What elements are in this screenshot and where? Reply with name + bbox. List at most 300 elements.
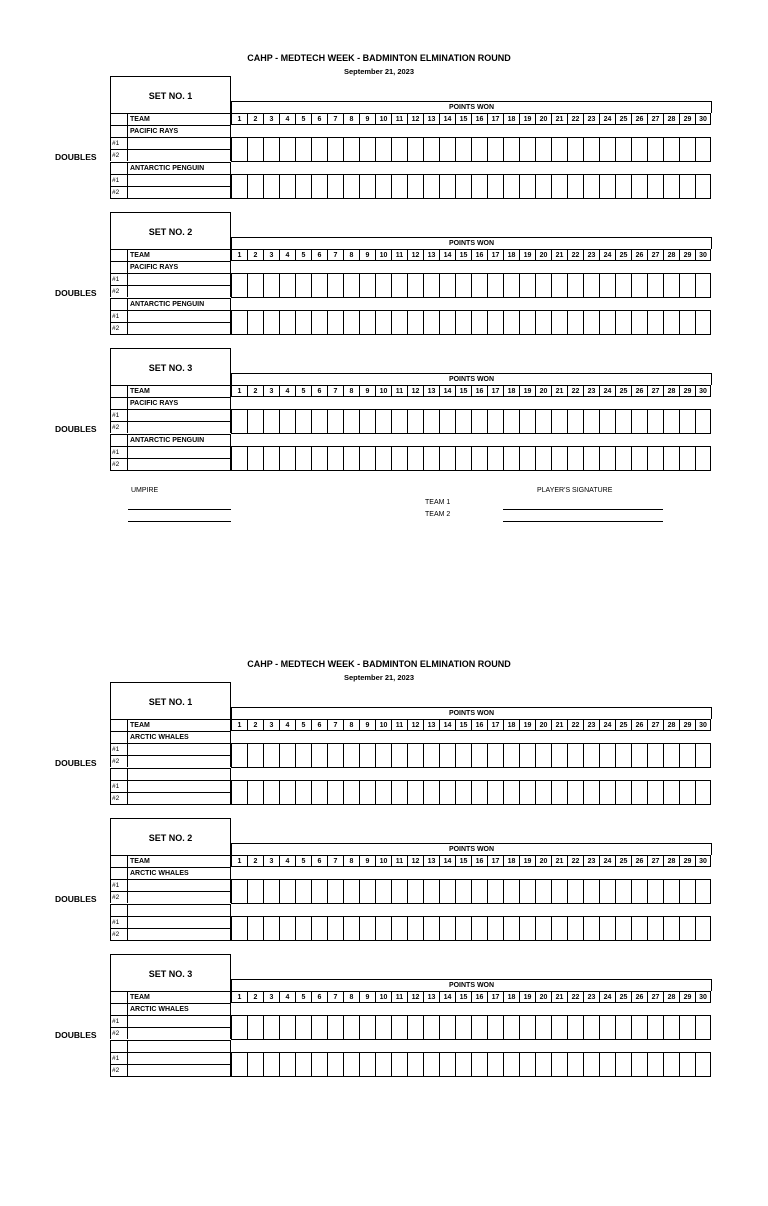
score-cell[interactable] <box>343 743 359 768</box>
score-cell[interactable] <box>551 879 567 904</box>
score-cell[interactable] <box>439 137 455 162</box>
score-cell[interactable] <box>503 273 519 298</box>
score-cell[interactable] <box>423 743 439 768</box>
score-cell[interactable] <box>487 273 503 298</box>
score-cell[interactable] <box>599 174 615 199</box>
score-cell[interactable] <box>295 446 311 471</box>
score-cell[interactable] <box>647 1052 663 1077</box>
score-cell[interactable] <box>647 879 663 904</box>
score-cell[interactable] <box>391 409 407 434</box>
signature-line[interactable] <box>503 509 663 510</box>
score-cell[interactable] <box>663 743 679 768</box>
score-cell[interactable] <box>487 1015 503 1040</box>
score-cell[interactable] <box>631 743 647 768</box>
score-cell[interactable] <box>599 137 615 162</box>
team-a-player-2-field[interactable] <box>128 891 231 903</box>
score-cell[interactable] <box>471 743 487 768</box>
score-cell[interactable] <box>679 1052 695 1077</box>
score-cell[interactable] <box>423 409 439 434</box>
score-cell[interactable] <box>343 916 359 941</box>
team-b-player-1-field[interactable] <box>128 780 231 792</box>
score-cell[interactable] <box>471 137 487 162</box>
score-cell[interactable] <box>615 174 631 199</box>
score-cell[interactable] <box>599 409 615 434</box>
score-cell[interactable] <box>535 879 551 904</box>
score-cell[interactable] <box>647 446 663 471</box>
score-cell[interactable] <box>455 780 471 805</box>
score-cell[interactable] <box>439 446 455 471</box>
score-cell[interactable] <box>615 780 631 805</box>
score-cell[interactable] <box>695 879 711 904</box>
score-cell[interactable] <box>423 446 439 471</box>
score-cell[interactable] <box>423 310 439 335</box>
score-cell[interactable] <box>359 1052 375 1077</box>
score-cell[interactable] <box>311 780 327 805</box>
score-cell[interactable] <box>439 916 455 941</box>
team-b-player-2-field[interactable] <box>128 928 231 941</box>
score-cell[interactable] <box>359 743 375 768</box>
score-cell[interactable] <box>407 743 423 768</box>
score-cell[interactable] <box>263 446 279 471</box>
score-cell[interactable] <box>423 137 439 162</box>
score-cell[interactable] <box>455 879 471 904</box>
score-cell[interactable] <box>647 310 663 335</box>
score-cell[interactable] <box>295 409 311 434</box>
score-cell[interactable] <box>519 137 535 162</box>
score-cell[interactable] <box>535 137 551 162</box>
score-cell[interactable] <box>311 446 327 471</box>
team-a-player-2-field[interactable] <box>128 149 231 161</box>
score-cell[interactable] <box>311 743 327 768</box>
score-cell[interactable] <box>551 310 567 335</box>
score-cell[interactable] <box>247 879 263 904</box>
score-cell[interactable] <box>567 137 583 162</box>
score-cell[interactable] <box>455 1052 471 1077</box>
score-cell[interactable] <box>695 174 711 199</box>
score-cell[interactable] <box>407 174 423 199</box>
score-cell[interactable] <box>231 446 247 471</box>
score-cell[interactable] <box>519 879 535 904</box>
score-cell[interactable] <box>391 1015 407 1040</box>
score-cell[interactable] <box>551 273 567 298</box>
score-cell[interactable] <box>311 916 327 941</box>
score-cell[interactable] <box>615 137 631 162</box>
score-cell[interactable] <box>599 743 615 768</box>
score-cell[interactable] <box>279 409 295 434</box>
score-cell[interactable] <box>567 743 583 768</box>
score-cell[interactable] <box>423 174 439 199</box>
score-cell[interactable] <box>471 1052 487 1077</box>
score-cell[interactable] <box>439 1015 455 1040</box>
score-cell[interactable] <box>407 916 423 941</box>
score-cell[interactable] <box>423 879 439 904</box>
score-cell[interactable] <box>663 879 679 904</box>
score-cell[interactable] <box>231 310 247 335</box>
score-cell[interactable] <box>439 310 455 335</box>
score-cell[interactable] <box>391 743 407 768</box>
score-cell[interactable] <box>359 273 375 298</box>
score-cell[interactable] <box>567 1052 583 1077</box>
score-cell[interactable] <box>647 137 663 162</box>
score-cell[interactable] <box>583 174 599 199</box>
team-a-player-1-field[interactable] <box>128 1015 231 1027</box>
score-cell[interactable] <box>439 409 455 434</box>
score-cell[interactable] <box>535 743 551 768</box>
score-cell[interactable] <box>679 310 695 335</box>
score-cell[interactable] <box>647 174 663 199</box>
score-cell[interactable] <box>263 409 279 434</box>
score-cell[interactable] <box>551 446 567 471</box>
score-cell[interactable] <box>695 780 711 805</box>
score-cell[interactable] <box>615 310 631 335</box>
score-cell[interactable] <box>631 310 647 335</box>
team-b-player-2-field[interactable] <box>128 186 231 199</box>
score-cell[interactable] <box>663 310 679 335</box>
score-cell[interactable] <box>423 780 439 805</box>
score-cell[interactable] <box>263 273 279 298</box>
score-cell[interactable] <box>647 743 663 768</box>
score-cell[interactable] <box>407 409 423 434</box>
score-cell[interactable] <box>487 310 503 335</box>
score-cell[interactable] <box>535 273 551 298</box>
score-cell[interactable] <box>375 174 391 199</box>
score-cell[interactable] <box>503 743 519 768</box>
score-cell[interactable] <box>375 916 391 941</box>
score-cell[interactable] <box>679 137 695 162</box>
score-cell[interactable] <box>375 780 391 805</box>
score-cell[interactable] <box>375 1052 391 1077</box>
score-cell[interactable] <box>535 1052 551 1077</box>
score-cell[interactable] <box>311 879 327 904</box>
score-cell[interactable] <box>279 780 295 805</box>
score-cell[interactable] <box>535 1015 551 1040</box>
score-cell[interactable] <box>631 780 647 805</box>
score-cell[interactable] <box>407 137 423 162</box>
score-cell[interactable] <box>231 780 247 805</box>
score-cell[interactable] <box>391 310 407 335</box>
score-cell[interactable] <box>263 743 279 768</box>
score-cell[interactable] <box>359 137 375 162</box>
score-cell[interactable] <box>279 1052 295 1077</box>
score-cell[interactable] <box>343 409 359 434</box>
score-cell[interactable] <box>663 273 679 298</box>
score-cell[interactable] <box>695 137 711 162</box>
team-a-player-1-field[interactable] <box>128 409 231 421</box>
score-cell[interactable] <box>247 916 263 941</box>
score-cell[interactable] <box>487 743 503 768</box>
score-cell[interactable] <box>615 1052 631 1077</box>
score-cell[interactable] <box>519 409 535 434</box>
score-cell[interactable] <box>439 174 455 199</box>
score-cell[interactable] <box>231 743 247 768</box>
score-cell[interactable] <box>503 310 519 335</box>
score-cell[interactable] <box>311 1015 327 1040</box>
score-cell[interactable] <box>391 446 407 471</box>
score-cell[interactable] <box>631 446 647 471</box>
score-cell[interactable] <box>583 1015 599 1040</box>
score-cell[interactable] <box>599 446 615 471</box>
team-a-player-2-field[interactable] <box>128 1027 231 1039</box>
score-cell[interactable] <box>391 1052 407 1077</box>
score-cell[interactable] <box>439 743 455 768</box>
score-cell[interactable] <box>311 310 327 335</box>
score-cell[interactable] <box>631 174 647 199</box>
score-cell[interactable] <box>599 1015 615 1040</box>
score-cell[interactable] <box>455 916 471 941</box>
score-cell[interactable] <box>471 273 487 298</box>
score-cell[interactable] <box>679 446 695 471</box>
score-cell[interactable] <box>327 174 343 199</box>
score-cell[interactable] <box>503 879 519 904</box>
score-cell[interactable] <box>327 1052 343 1077</box>
score-cell[interactable] <box>311 273 327 298</box>
team-b-player-1-field[interactable] <box>128 916 231 928</box>
score-cell[interactable] <box>583 446 599 471</box>
score-cell[interactable] <box>263 916 279 941</box>
score-cell[interactable] <box>423 916 439 941</box>
score-cell[interactable] <box>471 174 487 199</box>
score-cell[interactable] <box>615 879 631 904</box>
score-cell[interactable] <box>583 1052 599 1077</box>
score-cell[interactable] <box>343 174 359 199</box>
score-cell[interactable] <box>487 174 503 199</box>
score-cell[interactable] <box>535 780 551 805</box>
score-cell[interactable] <box>327 409 343 434</box>
score-cell[interactable] <box>519 1015 535 1040</box>
score-cell[interactable] <box>279 446 295 471</box>
score-cell[interactable] <box>375 1015 391 1040</box>
score-cell[interactable] <box>247 409 263 434</box>
score-cell[interactable] <box>407 1015 423 1040</box>
score-cell[interactable] <box>647 1015 663 1040</box>
score-cell[interactable] <box>407 1052 423 1077</box>
score-cell[interactable] <box>519 1052 535 1077</box>
score-cell[interactable] <box>695 743 711 768</box>
score-cell[interactable] <box>231 1052 247 1077</box>
score-cell[interactable] <box>375 879 391 904</box>
score-cell[interactable] <box>487 446 503 471</box>
score-cell[interactable] <box>471 446 487 471</box>
score-cell[interactable] <box>599 310 615 335</box>
score-cell[interactable] <box>471 1015 487 1040</box>
score-cell[interactable] <box>663 1015 679 1040</box>
score-cell[interactable] <box>407 310 423 335</box>
score-cell[interactable] <box>551 1015 567 1040</box>
score-cell[interactable] <box>583 916 599 941</box>
score-cell[interactable] <box>615 1015 631 1040</box>
score-cell[interactable] <box>535 916 551 941</box>
score-cell[interactable] <box>327 780 343 805</box>
score-cell[interactable] <box>455 310 471 335</box>
score-cell[interactable] <box>535 446 551 471</box>
score-cell[interactable] <box>695 273 711 298</box>
score-cell[interactable] <box>455 273 471 298</box>
score-cell[interactable] <box>663 409 679 434</box>
score-cell[interactable] <box>231 137 247 162</box>
score-cell[interactable] <box>551 743 567 768</box>
score-cell[interactable] <box>279 1015 295 1040</box>
score-cell[interactable] <box>391 273 407 298</box>
score-cell[interactable] <box>695 409 711 434</box>
score-cell[interactable] <box>679 174 695 199</box>
score-cell[interactable] <box>439 780 455 805</box>
score-cell[interactable] <box>663 780 679 805</box>
team-b-player-2-field[interactable] <box>128 1064 231 1077</box>
score-cell[interactable] <box>375 743 391 768</box>
score-cell[interactable] <box>295 310 311 335</box>
score-cell[interactable] <box>583 409 599 434</box>
score-cell[interactable] <box>359 916 375 941</box>
score-cell[interactable] <box>375 310 391 335</box>
score-cell[interactable] <box>503 780 519 805</box>
score-cell[interactable] <box>279 137 295 162</box>
signature-line[interactable] <box>128 509 231 510</box>
score-cell[interactable] <box>327 916 343 941</box>
score-cell[interactable] <box>295 743 311 768</box>
score-cell[interactable] <box>423 273 439 298</box>
score-cell[interactable] <box>455 446 471 471</box>
score-cell[interactable] <box>359 174 375 199</box>
score-cell[interactable] <box>583 780 599 805</box>
score-cell[interactable] <box>231 273 247 298</box>
score-cell[interactable] <box>471 409 487 434</box>
team-a-player-1-field[interactable] <box>128 879 231 891</box>
score-cell[interactable] <box>631 409 647 434</box>
team-b-player-1-field[interactable] <box>128 1052 231 1064</box>
score-cell[interactable] <box>599 273 615 298</box>
team-a-player-2-field[interactable] <box>128 421 231 433</box>
score-cell[interactable] <box>327 273 343 298</box>
score-cell[interactable] <box>503 1015 519 1040</box>
score-cell[interactable] <box>487 916 503 941</box>
score-cell[interactable] <box>343 273 359 298</box>
team-b-player-2-field[interactable] <box>128 792 231 805</box>
score-cell[interactable] <box>439 879 455 904</box>
score-cell[interactable] <box>343 310 359 335</box>
score-cell[interactable] <box>391 174 407 199</box>
score-cell[interactable] <box>295 1052 311 1077</box>
score-cell[interactable] <box>263 780 279 805</box>
score-cell[interactable] <box>247 1015 263 1040</box>
score-cell[interactable] <box>311 1052 327 1077</box>
score-cell[interactable] <box>231 879 247 904</box>
score-cell[interactable] <box>631 916 647 941</box>
score-cell[interactable] <box>263 1052 279 1077</box>
score-cell[interactable] <box>679 780 695 805</box>
score-cell[interactable] <box>567 409 583 434</box>
score-cell[interactable] <box>455 743 471 768</box>
score-cell[interactable] <box>679 743 695 768</box>
score-cell[interactable] <box>679 879 695 904</box>
score-cell[interactable] <box>663 174 679 199</box>
score-cell[interactable] <box>263 137 279 162</box>
score-cell[interactable] <box>647 273 663 298</box>
score-cell[interactable] <box>247 310 263 335</box>
score-cell[interactable] <box>551 409 567 434</box>
score-cell[interactable] <box>679 916 695 941</box>
score-cell[interactable] <box>295 273 311 298</box>
score-cell[interactable] <box>599 1052 615 1077</box>
score-cell[interactable] <box>567 780 583 805</box>
score-cell[interactable] <box>343 1052 359 1077</box>
score-cell[interactable] <box>615 743 631 768</box>
score-cell[interactable] <box>695 446 711 471</box>
score-cell[interactable] <box>487 780 503 805</box>
score-cell[interactable] <box>391 780 407 805</box>
score-cell[interactable] <box>343 137 359 162</box>
score-cell[interactable] <box>519 743 535 768</box>
score-cell[interactable] <box>311 137 327 162</box>
score-cell[interactable] <box>439 273 455 298</box>
score-cell[interactable] <box>455 409 471 434</box>
score-cell[interactable] <box>583 879 599 904</box>
score-cell[interactable] <box>231 174 247 199</box>
score-cell[interactable] <box>567 446 583 471</box>
team-a-player-1-field[interactable] <box>128 137 231 149</box>
score-cell[interactable] <box>375 409 391 434</box>
score-cell[interactable] <box>631 273 647 298</box>
score-cell[interactable] <box>599 879 615 904</box>
score-cell[interactable] <box>263 174 279 199</box>
score-cell[interactable] <box>647 409 663 434</box>
score-cell[interactable] <box>535 409 551 434</box>
score-cell[interactable] <box>567 879 583 904</box>
score-cell[interactable] <box>423 1052 439 1077</box>
score-cell[interactable] <box>615 446 631 471</box>
score-cell[interactable] <box>247 446 263 471</box>
score-cell[interactable] <box>247 174 263 199</box>
score-cell[interactable] <box>471 310 487 335</box>
score-cell[interactable] <box>663 1052 679 1077</box>
score-cell[interactable] <box>391 916 407 941</box>
score-cell[interactable] <box>295 137 311 162</box>
team-b-player-1-field[interactable] <box>128 174 231 186</box>
score-cell[interactable] <box>663 916 679 941</box>
score-cell[interactable] <box>503 446 519 471</box>
team-a-player-1-field[interactable] <box>128 743 231 755</box>
score-cell[interactable] <box>631 1015 647 1040</box>
score-cell[interactable] <box>455 137 471 162</box>
score-cell[interactable] <box>375 137 391 162</box>
score-cell[interactable] <box>647 780 663 805</box>
score-cell[interactable] <box>567 1015 583 1040</box>
score-cell[interactable] <box>551 137 567 162</box>
score-cell[interactable] <box>327 137 343 162</box>
score-cell[interactable] <box>231 409 247 434</box>
score-cell[interactable] <box>487 409 503 434</box>
score-cell[interactable] <box>311 409 327 434</box>
score-cell[interactable] <box>567 310 583 335</box>
score-cell[interactable] <box>231 1015 247 1040</box>
team-a-player-2-field[interactable] <box>128 755 231 767</box>
score-cell[interactable] <box>359 446 375 471</box>
score-cell[interactable] <box>375 446 391 471</box>
score-cell[interactable] <box>647 916 663 941</box>
team-b-player-2-field[interactable] <box>128 322 231 335</box>
score-cell[interactable] <box>407 879 423 904</box>
score-cell[interactable] <box>391 879 407 904</box>
score-cell[interactable] <box>695 1015 711 1040</box>
score-cell[interactable] <box>455 174 471 199</box>
score-cell[interactable] <box>247 743 263 768</box>
score-cell[interactable] <box>343 780 359 805</box>
score-cell[interactable] <box>295 780 311 805</box>
score-cell[interactable] <box>295 174 311 199</box>
score-cell[interactable] <box>695 916 711 941</box>
score-cell[interactable] <box>663 137 679 162</box>
score-cell[interactable] <box>359 409 375 434</box>
score-cell[interactable] <box>343 879 359 904</box>
